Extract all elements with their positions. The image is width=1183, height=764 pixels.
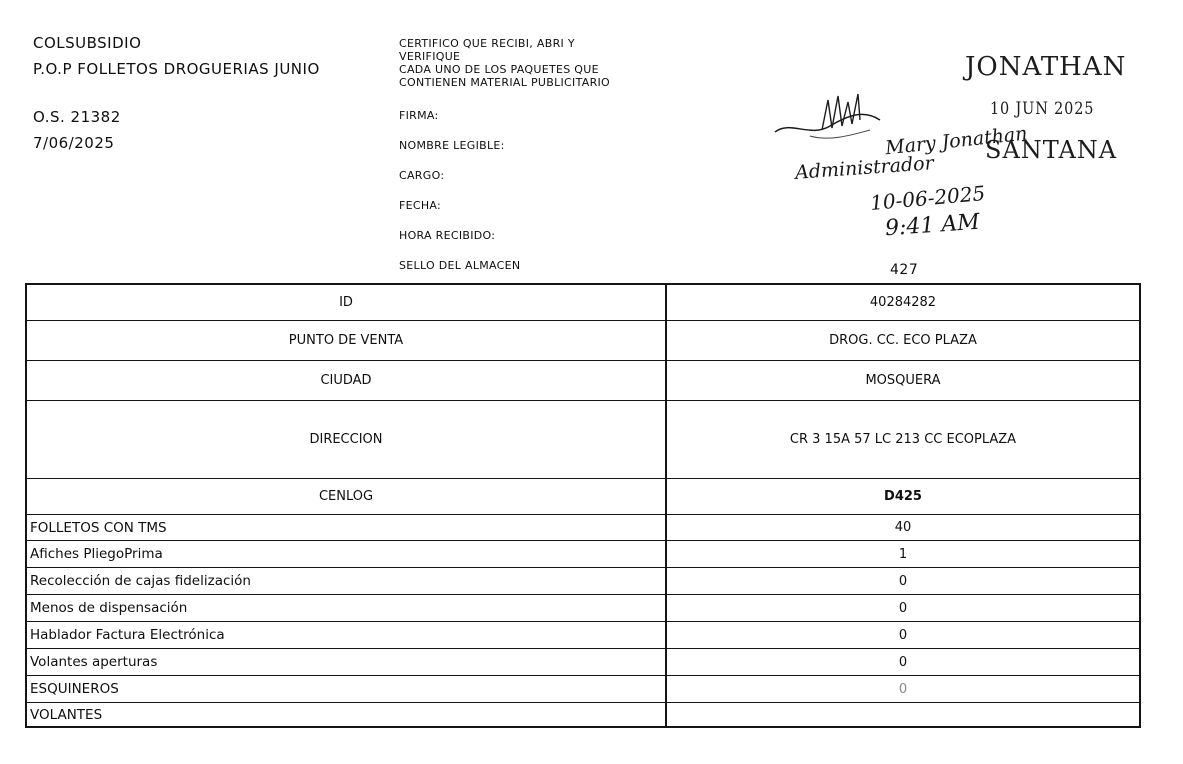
stamp-surname: SANTANA — [985, 136, 1118, 164]
row-label: CENLOG — [27, 479, 667, 514]
certification-text — [399, 37, 659, 89]
handwritten-time: 9:41 AM — [884, 209, 981, 242]
table-row — [27, 285, 1139, 321]
item-value: 0 — [898, 600, 908, 616]
handwritten-date: 10-06-2025 — [869, 181, 987, 215]
item-value: 0 — [898, 573, 908, 589]
row-value: DROG. CC. ECO PLAZA — [829, 333, 977, 348]
table-row — [27, 622, 1139, 649]
item-label: Menos de dispensación — [27, 595, 667, 621]
item-value: 40 — [894, 520, 912, 535]
cert-line: CONTIENEN MATERIAL PUBLICITARIO — [399, 76, 611, 89]
row-value: MOSQUERA — [865, 373, 941, 388]
company-name: COLSUBSIDIO — [33, 34, 142, 52]
document-date: 7/06/2025 — [33, 134, 115, 152]
item-value: 0 — [898, 681, 908, 697]
table-row — [27, 401, 1139, 479]
table-row — [27, 515, 1139, 541]
delivery-table — [25, 283, 1141, 728]
handwritten-cargo: Administrador — [794, 152, 935, 184]
item-label: Volantes aperturas — [27, 649, 667, 675]
item-label: Afiches PliegoPrima — [27, 541, 667, 567]
item-label: VOLANTES — [27, 703, 667, 726]
cert-line: CADA UNO DE LOS PAQUETES QUE — [399, 63, 599, 76]
item-value — [667, 703, 1139, 726]
item-label: FOLLETOS CON TMS — [27, 515, 667, 540]
field-firma: FIRMA: — [399, 109, 439, 122]
order-number: O.S. 21382 — [33, 108, 121, 126]
cert-line: VERIFIQUE — [399, 50, 461, 63]
handwritten-name: Mary Jonathan — [884, 122, 1029, 160]
table-row — [27, 649, 1139, 676]
cert-line: CERTIFICO QUE RECIBI, ABRI Y — [399, 37, 575, 50]
stamp-name: JONATHAN — [965, 52, 1127, 82]
receipt-fields — [399, 109, 520, 289]
table-row — [27, 703, 1139, 726]
row-label: DIRECCION — [27, 401, 667, 478]
item-label: Hablador Factura Electrónica — [27, 622, 667, 648]
field-sello: SELLO DEL ALMACEN — [399, 259, 521, 272]
field-hora: HORA RECIBIDO: — [399, 229, 496, 242]
document-header — [33, 30, 320, 156]
row-label: ID — [27, 285, 667, 320]
row-value: CR 3 15A 57 LC 213 CC ECOPLAZA — [789, 432, 1017, 447]
table-row — [27, 321, 1139, 361]
item-label: ESQUINEROS — [27, 676, 667, 702]
row-value: 40284282 — [869, 295, 937, 310]
table-row — [27, 541, 1139, 568]
row-label: PUNTO DE VENTA — [27, 321, 667, 360]
field-nombre: NOMBRE LEGIBLE: — [399, 139, 505, 152]
field-cargo: CARGO: — [399, 169, 445, 182]
field-fecha: FECHA: — [399, 199, 442, 212]
item-value: 0 — [898, 654, 908, 670]
row-label: CIUDAD — [27, 361, 667, 400]
store-number: 427 — [890, 262, 919, 278]
row-value: D425 — [884, 489, 922, 504]
item-label: Recolección de cajas fidelización — [27, 568, 667, 594]
item-value: 1 — [898, 546, 908, 562]
signature-scribble — [770, 90, 890, 150]
table-row — [27, 568, 1139, 595]
table-row — [27, 479, 1139, 515]
item-value: 0 — [898, 627, 908, 643]
table-row — [27, 595, 1139, 622]
document-subject: P.O.P FOLLETOS DROGUERIAS JUNIO — [33, 60, 320, 78]
table-row — [27, 676, 1139, 703]
table-row — [27, 361, 1139, 401]
stamp-date: 10 JUN 2025 — [990, 99, 1095, 119]
